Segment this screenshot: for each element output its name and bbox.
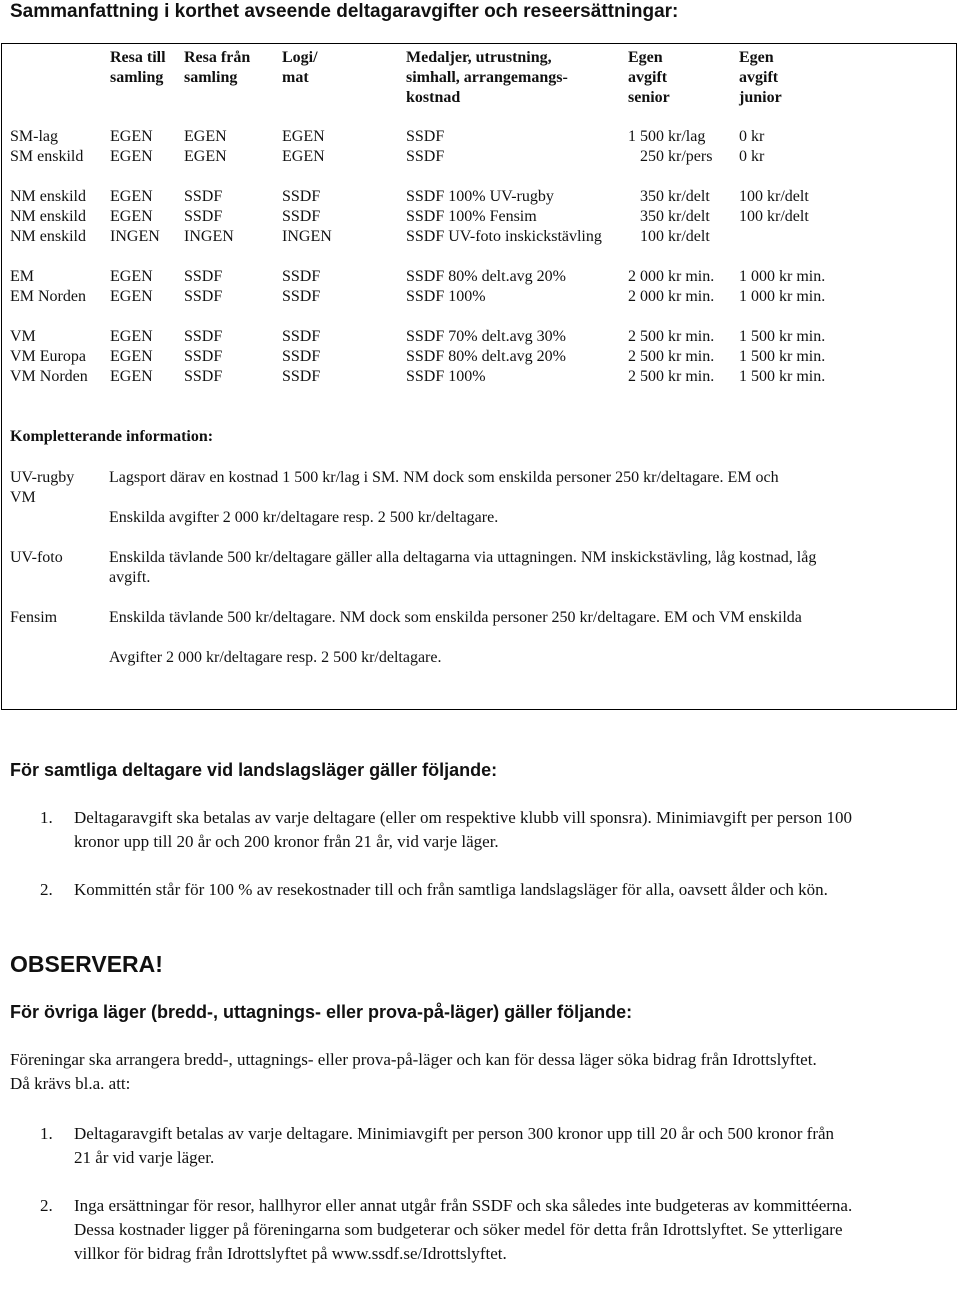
table-cell: 100 kr/delt — [739, 208, 809, 225]
list-item: Deltagaravgift betalas av varje deltagare. Minimiavgift per person 300 kronor upp till 20 år och 500 kronor från 21 år vid varje läger. — [74, 1124, 835, 1167]
table-cell: VM Europa — [10, 348, 86, 365]
table-cell: EGEN — [110, 368, 153, 385]
table-cell: 1 000 kr min. — [739, 288, 826, 305]
table-cell: INGEN — [110, 228, 160, 245]
table-cell: SSDF — [282, 188, 321, 205]
table-cell: SM-lag — [10, 128, 58, 145]
table-cell: SSDF — [184, 268, 223, 285]
table-cell: SSDF 80% delt.avg 20% — [406, 268, 566, 285]
table-cell: 1 500 kr min. — [739, 368, 826, 385]
table-cell: EGEN — [110, 188, 153, 205]
column-header-egen-avgift-senior: Egen avgift senior — [628, 49, 670, 106]
table-cell: 1 500 kr min. — [739, 328, 826, 345]
list-number: 2. — [40, 880, 53, 899]
table-cell: 1 500 kr min. — [739, 348, 826, 365]
column-header-medaljer: Medaljer, utrustning, simhall, arrangemangs- kostnad — [406, 49, 568, 106]
table-cell: SSDF 100% — [406, 368, 486, 385]
table-cell: SSDF 100% — [406, 288, 486, 305]
table-cell: SSDF — [282, 348, 321, 365]
supplement-label: Fensim — [10, 609, 58, 626]
table-cell: EGEN — [184, 128, 227, 145]
table-cell: SSDF — [184, 368, 223, 385]
table-cell: EGEN — [110, 348, 153, 365]
list-item: Inga ersättningar för resor, hallhyror eller annat utgår från SSDF och ska således inte budgeteras av kommittéerna. Dessa kostnader ligger på föreningarna som budgeterar och söker medel för detta från Idrottslyftet. Se ytterligare villkor för bidrag från Idrottslyftet på www.ssdf.se/Idrottslyftet. — [74, 1196, 853, 1263]
table-cell: SSDF — [184, 328, 223, 345]
table-cell: 2 000 kr min. — [628, 288, 715, 305]
table-cell: NM enskild — [10, 228, 86, 245]
section-heading: För samtliga deltagare vid landslagsläger gäller följande: — [10, 760, 498, 780]
table-cell: 250 kr/pers — [640, 148, 713, 165]
table-cell: 2 500 kr min. — [628, 368, 715, 385]
table-cell: SSDF — [184, 188, 223, 205]
table-cell: EGEN — [184, 148, 227, 165]
table-cell: NM enskild — [10, 208, 86, 225]
table-cell: 0 kr — [739, 148, 765, 165]
column-header-resa-fran: Resa från samling — [184, 49, 251, 86]
column-header-egen-avgift-junior: Egen avgift junior — [739, 49, 782, 106]
supplement-label: VM — [10, 489, 36, 506]
table-cell: NM enskild — [10, 188, 86, 205]
table-cell: EM Norden — [10, 288, 86, 305]
table-cell: VM Norden — [10, 368, 88, 385]
table-cell: SSDF — [282, 368, 321, 385]
section-heading: För övriga läger (bredd-, uttagnings- eller prova-på-läger) gäller följande: — [10, 1002, 633, 1022]
table-cell: 2 500 kr min. — [628, 328, 715, 345]
observera-heading: OBSERVERA! — [10, 951, 163, 977]
table-cell: 350 kr/delt — [640, 208, 710, 225]
table-cell: SSDF 70% delt.avg 30% — [406, 328, 566, 345]
table-cell: SSDF — [282, 328, 321, 345]
table-cell: INGEN — [184, 228, 234, 245]
table-cell: 350 kr/delt — [640, 188, 710, 205]
table-cell: EGEN — [282, 148, 325, 165]
table-cell: 1 000 kr min. — [739, 268, 826, 285]
table-cell: SSDF 100% UV-rugby — [406, 188, 554, 205]
table-cell: 100 kr/delt — [739, 188, 809, 205]
table-cell: SSDF 80% delt.avg 20% — [406, 348, 566, 365]
table-cell: 1 500 kr/lag — [628, 128, 706, 145]
table-cell: SSDF — [184, 208, 223, 225]
list-number: 1. — [40, 1124, 53, 1143]
table-cell: EGEN — [110, 288, 153, 305]
supplement-text: Enskilda tävlande 500 kr/deltagare. NM dock som enskilda personer 250 kr/deltagare. EM och VM enskilda — [109, 609, 802, 626]
column-header-resa-till: Resa till samling — [110, 49, 166, 86]
table-cell: SSDF — [184, 348, 223, 365]
supplement-text: Lagsport därav en kostnad 1 500 kr/lag i SM. NM dock som enskilda personer 250 kr/deltagare. EM och — [109, 469, 779, 486]
page-title: Sammanfattning i korthet avseende deltagaravgifter och reseersättningar: — [10, 1, 679, 22]
column-header-logi-mat: Logi/ mat — [282, 49, 318, 86]
table-cell: SSDF UV-foto inskickstävling — [406, 228, 602, 245]
table-cell: EGEN — [110, 148, 153, 165]
table-cell: SSDF 100% Fensim — [406, 208, 537, 225]
table-cell: EM — [10, 268, 34, 285]
table-cell: 0 kr — [739, 128, 765, 145]
table-cell: 2 500 kr min. — [628, 348, 715, 365]
table-cell: VM — [10, 328, 36, 345]
table-cell: EGEN — [282, 128, 325, 145]
table-cell: SSDF — [282, 288, 321, 305]
table-cell: SM enskild — [10, 148, 84, 165]
list-item: Deltagaravgift ska betalas av varje deltagare (eller om respektive klubb vill sponsra). Minimiavgift per person 100 kronor upp till 20 år och 200 kronor från 21 år, vid varje läger. — [74, 808, 852, 851]
table-cell: SSDF — [282, 268, 321, 285]
table-cell: SSDF — [406, 148, 445, 165]
supplement-label: UV-rugby — [10, 469, 75, 486]
list-item: Kommittén står för 100 % av resekostnader till och från samtliga landslagsläger för alla, oavsett ålder och kön. — [74, 880, 828, 899]
table-cell: SSDF — [184, 288, 223, 305]
table-cell: EGEN — [110, 268, 153, 285]
table-cell: 2 000 kr min. — [628, 268, 715, 285]
supplement-heading: Kompletterande information: — [10, 428, 214, 445]
supplement-label: UV-foto — [10, 549, 63, 566]
list-number: 1. — [40, 808, 53, 827]
table-cell: SSDF — [282, 208, 321, 225]
table-cell: EGEN — [110, 128, 153, 145]
section-intro: Föreningar ska arrangera bredd-, uttagnings- eller prova-på-läger och kan för dessa läger söka bidrag från Idrottslyftet. Då krävs bl.a. att: — [10, 1050, 817, 1093]
table-cell: SSDF — [406, 128, 445, 145]
table-cell: EGEN — [110, 328, 153, 345]
table-cell: 100 kr/delt — [640, 228, 710, 245]
supplement-text: Enskilda avgifter 2 000 kr/deltagare resp. 2 500 kr/deltagare. — [109, 509, 499, 526]
supplement-text: Avgifter 2 000 kr/deltagare resp. 2 500 kr/deltagare. — [109, 649, 442, 666]
supplement-text: Enskilda tävlande 500 kr/deltagare gäller alla deltagarna via uttagningen. NM inskickstävling, låg kostnad, låg avgift. — [109, 549, 817, 586]
table-cell: EGEN — [110, 208, 153, 225]
list-number: 2. — [40, 1196, 53, 1215]
table-cell: INGEN — [282, 228, 332, 245]
